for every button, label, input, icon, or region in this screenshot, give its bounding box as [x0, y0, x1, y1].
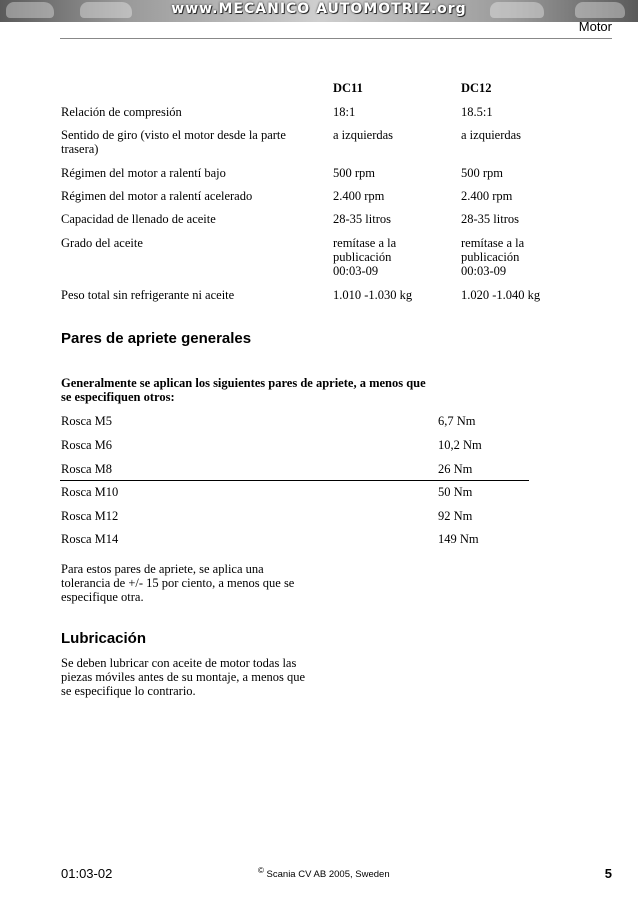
spec-value-dc12: 500 rpm	[461, 166, 504, 180]
thread-label: Rosca M5	[61, 414, 113, 428]
spec-label-line: Sentido de giro (visto el motor desde la parte	[61, 128, 286, 142]
thread-label: Rosca M6	[61, 438, 113, 452]
torque-tolerance-note: Para estos pares de apriete, se aplica una tolerancia de +/- 15 por ciento, a menos que se especifique otra.	[61, 562, 295, 604]
spec-label: Peso total sin refrigerante ni aceite	[61, 288, 235, 302]
copyright-text: Scania CV AB 2005, Sweden	[266, 869, 390, 881]
copyright	[258, 866, 390, 880]
spec-value-dc11: 500 rpm	[333, 166, 376, 180]
torque-value: 92 Nm	[438, 509, 473, 523]
header-divider	[60, 38, 612, 39]
spec-value-dc12: 18.5:1	[461, 105, 493, 119]
torque-value: 149 Nm	[438, 532, 479, 546]
spec-value-dc12: 2.400 rpm	[461, 189, 513, 203]
torque-value: 10,2 Nm	[438, 438, 482, 452]
document-code: 01:03-02	[61, 866, 113, 881]
section-heading-torque: Pares de apriete generales	[61, 330, 252, 347]
thread-label: Rosca M12	[61, 509, 119, 523]
spec-label: Régimen del motor a ralentí bajo	[61, 166, 226, 180]
spec-value-dc11: 28-35 litros	[333, 212, 391, 226]
column-header-dc11: DC11	[333, 81, 363, 95]
spec-label-line: trasera)	[61, 142, 99, 156]
spec-value-dc12: a izquierdas	[461, 128, 522, 142]
page-number: 5	[604, 866, 612, 881]
spec-value-dc11: 18:1	[333, 105, 356, 119]
thread-label: Rosca M8	[61, 462, 113, 476]
torque-value: 26 Nm	[438, 462, 473, 476]
spec-value-dc12: 28-35 litros	[461, 212, 519, 226]
section-title: Motor	[578, 19, 612, 34]
torque-value: 6,7 Nm	[438, 414, 476, 428]
spec-label: Relación de compresión	[61, 105, 182, 119]
torque-intro: Generalmente se aplican los siguientes pares de apriete, a menos que se especifiquen otros:	[61, 376, 426, 404]
spec-value-dc11: remítase a la publicación 00:03-09	[333, 236, 397, 278]
header-banner	[0, 0, 638, 22]
site-logo: www.MECANICO AUTOMOTRIZ.org	[171, 1, 467, 17]
spec-label: Capacidad de llenado de aceite	[61, 212, 216, 226]
section-heading-lubrication: Lubricación	[61, 630, 147, 647]
thread-label: Rosca M10	[61, 485, 119, 499]
torque-value: 50 Nm	[438, 485, 473, 499]
spec-label	[61, 128, 311, 156]
column-header-dc12: DC12	[461, 81, 492, 95]
lubrication-text: Se deben lubricar con aceite de motor todas las piezas móviles antes de su montaje, a menos que se especifique lo contrario.	[61, 656, 306, 698]
copyright-symbol: ©	[258, 866, 264, 875]
spec-value-dc11: 1.010 -1.030 kg	[333, 288, 413, 302]
spec-label: Grado del aceite	[61, 236, 143, 250]
spec-value-dc11: 2.400 rpm	[333, 189, 385, 203]
thread-label: Rosca M14	[61, 532, 119, 546]
spec-label: Régimen del motor a ralentí acelerado	[61, 189, 253, 203]
spec-value-dc12: remítase a la publicación 00:03-09	[461, 236, 525, 278]
table-divider	[60, 480, 529, 481]
spec-value-dc12: 1.020 -1.040 kg	[461, 288, 541, 302]
spec-value-dc11: a izquierdas	[333, 128, 394, 142]
